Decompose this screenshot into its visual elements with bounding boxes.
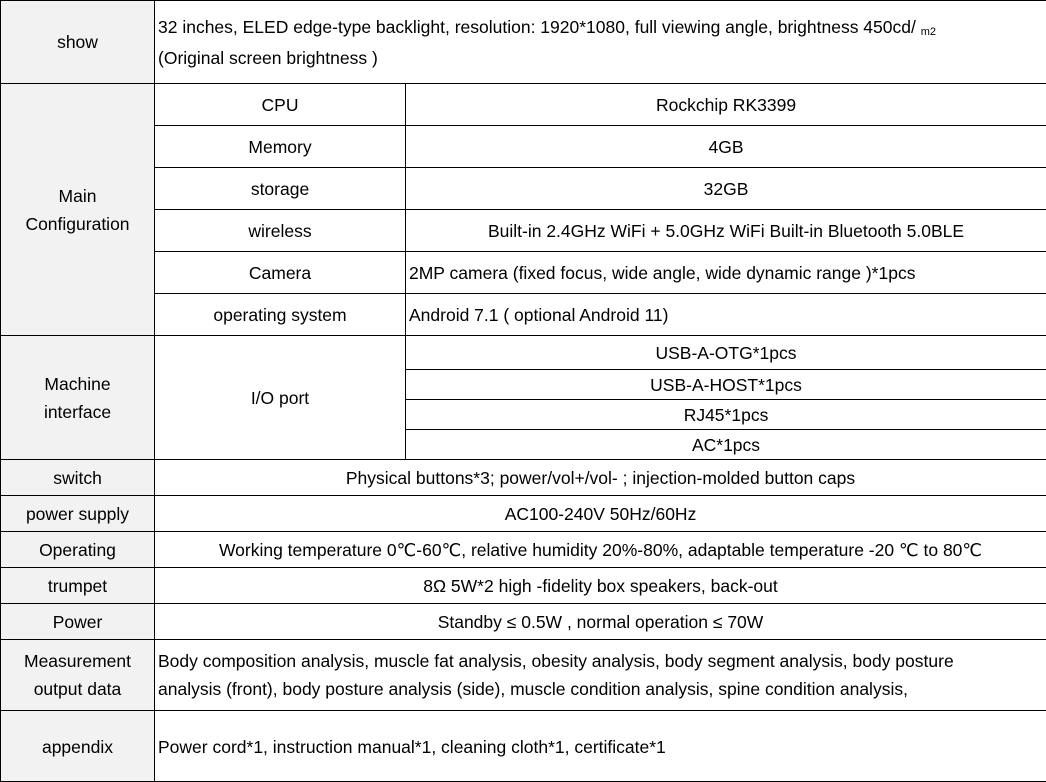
row-appendix xyxy=(1,711,1046,782)
cpu-value: Rockchip RK3399 xyxy=(406,84,1046,126)
value-appendix: Power cord*1, instruction manual*1, cleaning cloth*1, certificate*1 xyxy=(155,711,1046,782)
label-operating: Operating xyxy=(1,532,155,568)
value-trumpet: 8Ω 5W*2 high -fidelity box speakers, back-out xyxy=(155,568,1046,604)
row-port-otg xyxy=(1,336,1046,370)
value-power-supply: AC100-240V 50Hz/60Hz xyxy=(155,496,1046,532)
label-machine-interface: Machine interface xyxy=(1,336,155,460)
label-power: Power xyxy=(1,604,155,640)
value-switch: Physical buttons*3; power/vol+/vol- ; injection-molded button caps xyxy=(155,460,1046,496)
memory-name: Memory xyxy=(155,126,406,168)
value-operating: Working temperature 0℃-60℃, relative humidity 20%-80%, adaptable temperature -20 ℃ to 80℃ xyxy=(155,532,1046,568)
label-switch: switch xyxy=(1,460,155,496)
value-power: Standby ≤ 0.5W , normal operation ≤ 70W xyxy=(155,604,1046,640)
memory-value: 4GB xyxy=(406,126,1046,168)
port-item: RJ45*1pcs xyxy=(406,400,1046,430)
row-wireless xyxy=(1,210,1046,252)
row-trumpet xyxy=(1,568,1046,604)
label-measurement: Measurement output data xyxy=(1,640,155,711)
camera-name: Camera xyxy=(155,252,406,294)
row-power-supply xyxy=(1,496,1046,532)
label-appendix: appendix xyxy=(1,711,155,782)
cpu-name: CPU xyxy=(155,84,406,126)
row-show xyxy=(1,1,1046,84)
port-item: AC*1pcs xyxy=(406,430,1046,460)
row-measurement xyxy=(1,640,1046,711)
os-name: operating system xyxy=(155,294,406,336)
value-show xyxy=(155,1,1046,84)
label-main-configuration: Main Configuration xyxy=(1,84,155,336)
wireless-value: Built-in 2.4GHz WiFi + 5.0GHz WiFi Built-in Bluetooth 5.0BLE xyxy=(406,210,1046,252)
show-line2: (Original screen brightness ) xyxy=(158,48,378,68)
row-operating xyxy=(1,532,1046,568)
port-item: USB-A-HOST*1pcs xyxy=(406,370,1046,400)
show-line1: 32 inches, ELED edge-type backlight, resolution: 1920*1080, full viewing angle, brightness 450cd/ xyxy=(158,17,916,37)
wireless-name: wireless xyxy=(155,210,406,252)
storage-name: storage xyxy=(155,168,406,210)
value-measurement: Body composition analysis, muscle fat analysis, obesity analysis, body segment analysis, body posture analysis (front), body posture analysis (side), muscle condition analysis, spine condition analysis, xyxy=(155,640,1046,711)
row-storage xyxy=(1,168,1046,210)
camera-value: 2MP camera (fixed focus, wide angle, wide dynamic range )*1pcs xyxy=(406,252,1046,294)
row-camera xyxy=(1,252,1046,294)
row-power xyxy=(1,604,1046,640)
row-cpu xyxy=(1,84,1046,126)
storage-value: 32GB xyxy=(406,168,1046,210)
show-unit: m2 xyxy=(921,26,936,38)
label-power-supply: power supply xyxy=(1,496,155,532)
label-show: show xyxy=(1,1,155,84)
row-switch xyxy=(1,460,1046,496)
row-operating-system xyxy=(1,294,1046,336)
row-memory xyxy=(1,126,1046,168)
label-trumpet: trumpet xyxy=(1,568,155,604)
io-port-label: I/O port xyxy=(155,336,406,460)
os-value: Android 7.1 ( optional Android 11) xyxy=(406,294,1046,336)
port-item: USB-A-OTG*1pcs xyxy=(406,336,1046,370)
